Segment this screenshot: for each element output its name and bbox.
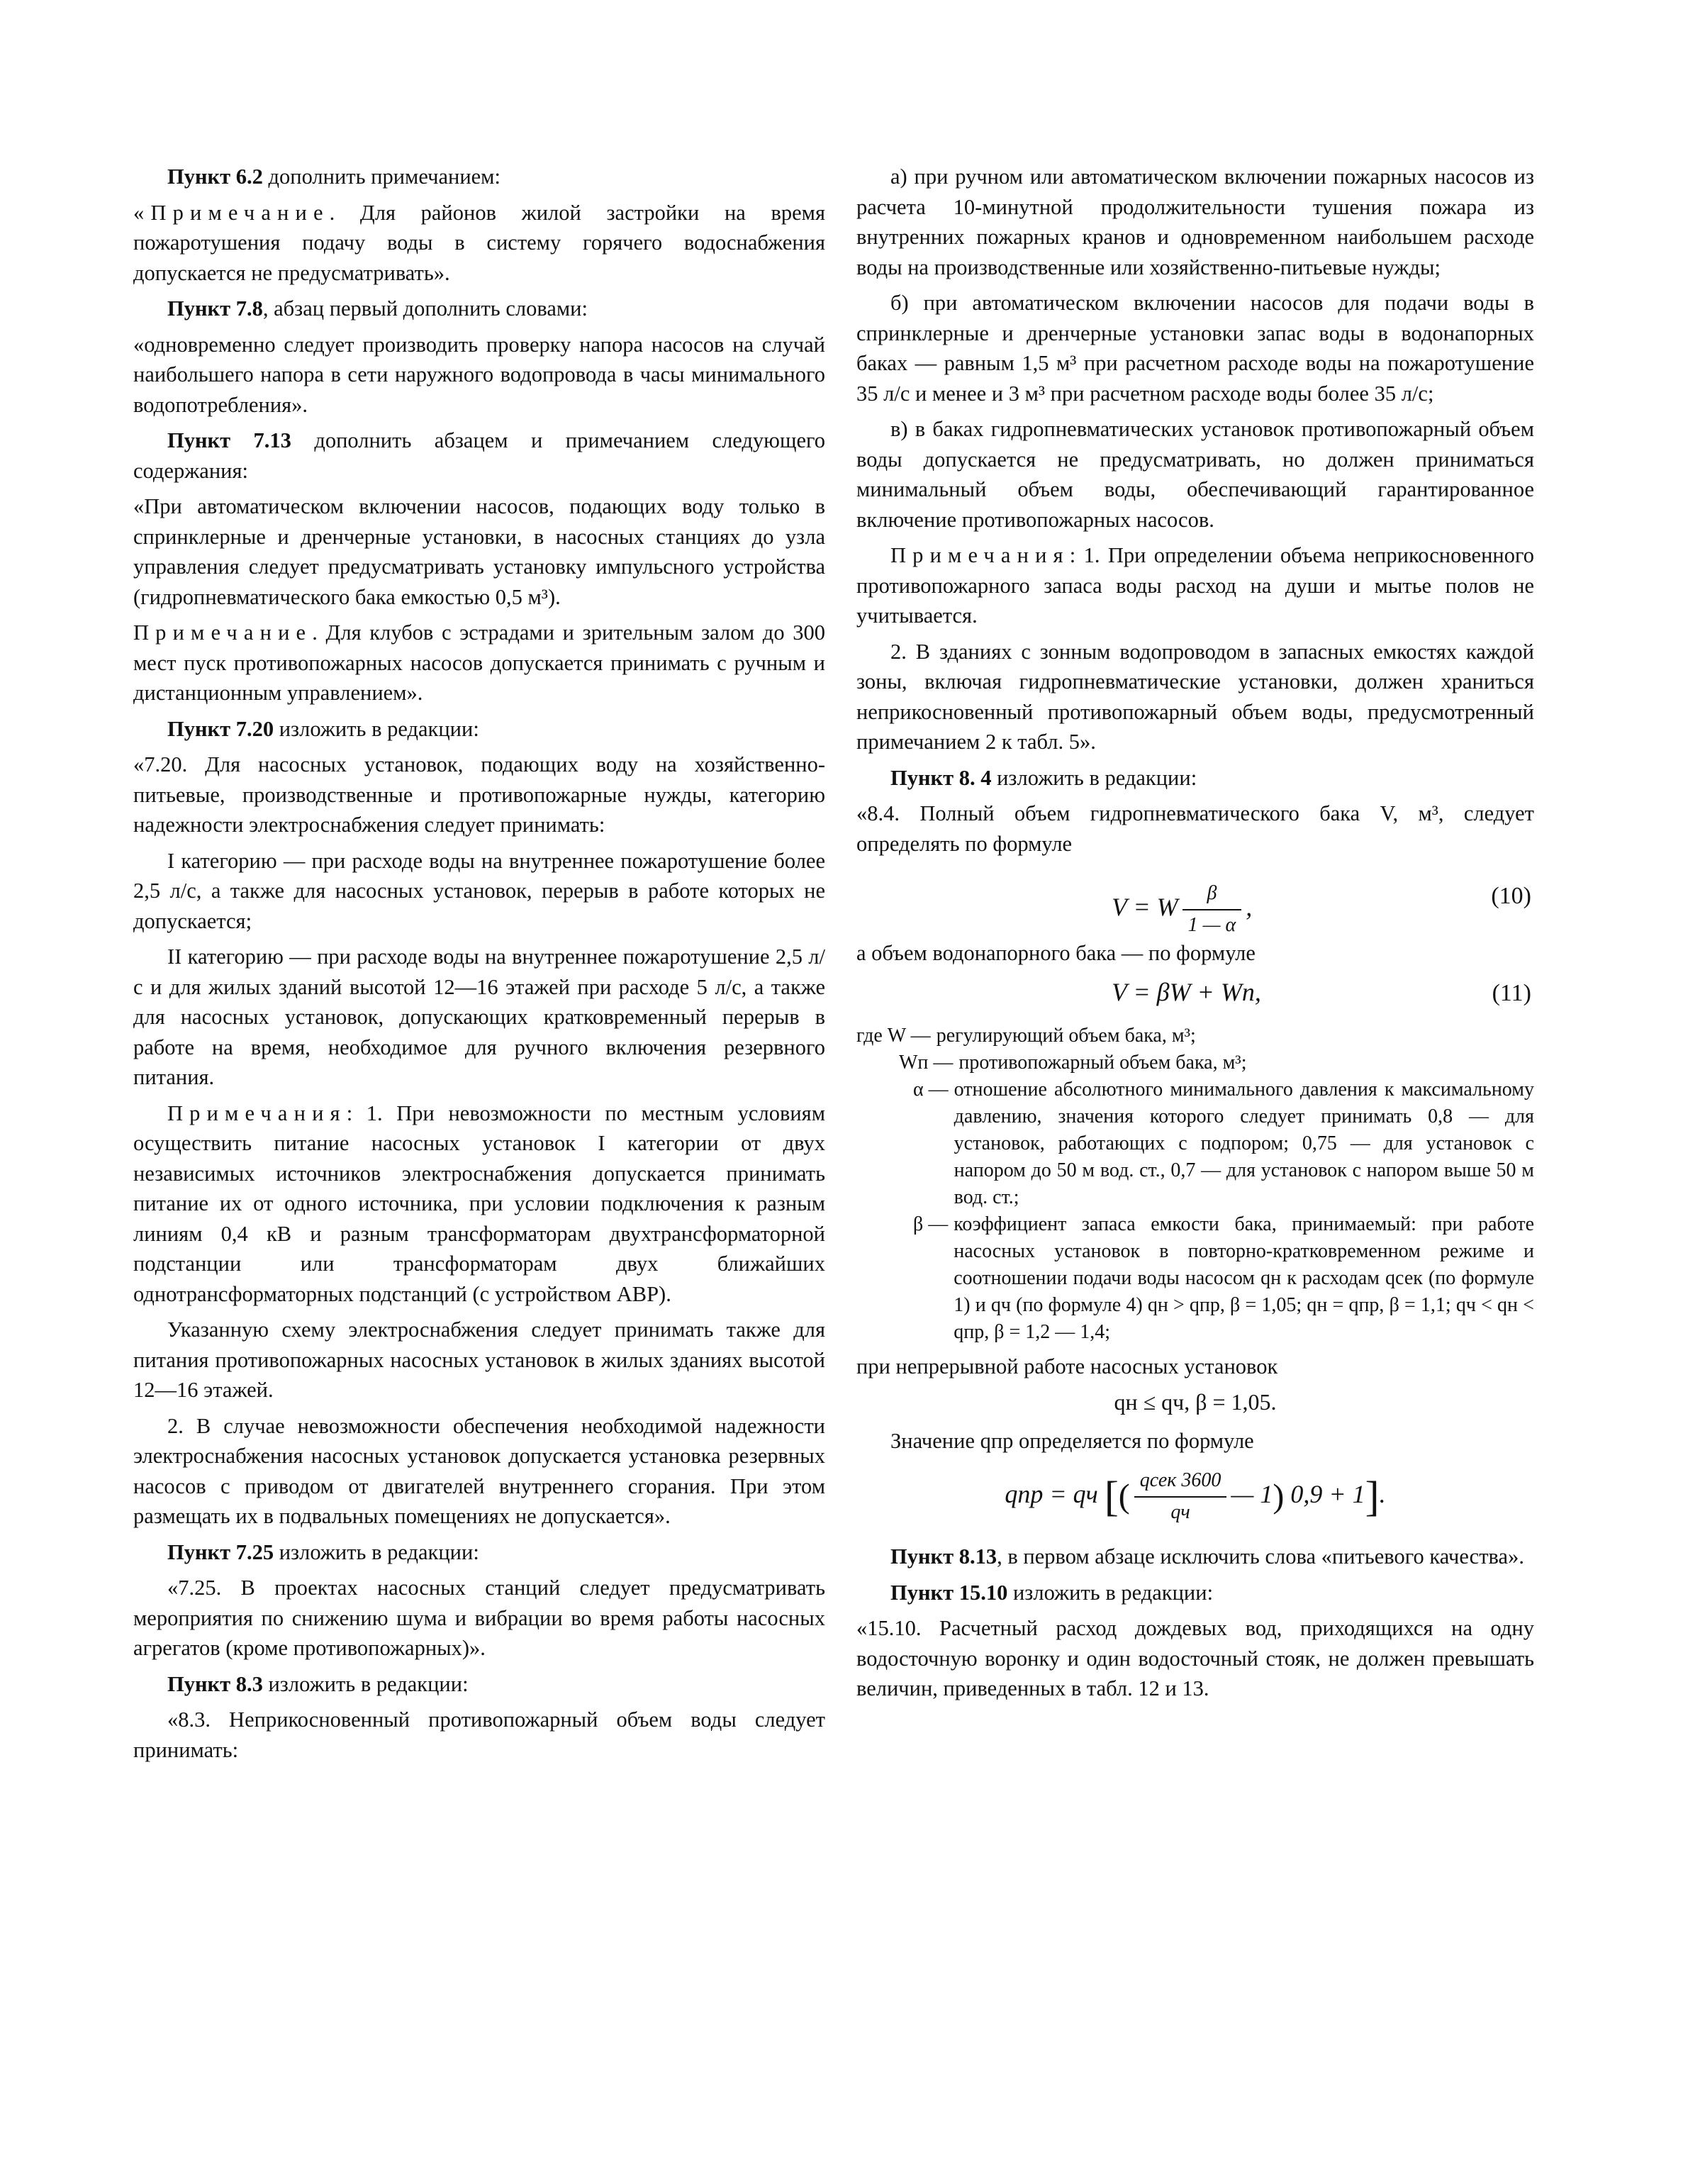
paragraph <box>856 763 1534 793</box>
paragraph-text: . Для клубов с эстрадами и зрительным залом до 300 мест пуск противопожарных насосов допускается принимать с ручным и дистанционным управлением». <box>133 620 825 705</box>
fraction <box>1182 879 1242 940</box>
fraction-numerator: β <box>1182 879 1242 910</box>
symbol: α — <box>913 1078 949 1101</box>
note-label: «Примечание <box>133 200 330 225</box>
paragraph <box>133 1669 825 1700</box>
left-column <box>133 162 825 1771</box>
formula-lhs: V = W <box>1112 892 1178 921</box>
paragraph: I категорию — при расходе воды на внутреннее пожаротушение более 2,5 л/с, а также для насосных установок, перерыв в работе которых не допускается; <box>133 848 825 933</box>
paragraph <box>133 294 825 324</box>
paragraph <box>133 198 825 289</box>
formula-11 <box>856 974 1534 1017</box>
paren: ( <box>1118 1477 1130 1515</box>
clause-heading: Пункт 8.13 <box>890 1544 997 1569</box>
paragraph-text: . Для районов жилой застройки на время пожаротушения подачу воды в систему горячего водоснабжения допускается не предусматривать». <box>133 200 825 285</box>
paragraph <box>133 425 825 486</box>
paragraph: II категорию — при расходе воды на внутреннее пожаротушение 2,5 л/с и для жилых зданий высотой 12—16 этажей при расходе 5 л/с, а также для насосных установок, допускающих кратковременный перерыв в работе на время, необходимое для ручного включения резервного питания. <box>133 945 825 1089</box>
paragraph: 2. В случае невозможности обеспечения необходимой надежности электроснабжения насосных установок допускается установка резервных насосов с приводом от двигателей внутреннего сгорания. При этом размещать их в подвальных помещениях не допускается». <box>133 1413 825 1528</box>
fraction-denominator: qч <box>1170 1500 1190 1523</box>
formula-number: (10) <box>1491 883 1531 909</box>
paragraph-text: изложить в редакции: <box>274 1539 479 1564</box>
clause-heading: Пункт 7.25 <box>167 1539 274 1564</box>
paragraph <box>133 1098 825 1310</box>
definition-row <box>856 1076 1534 1211</box>
paragraph: Значение qпр определяется по формуле <box>890 1428 1254 1453</box>
paragraph: «8.4. Полный объем гидропневматического бака V, м³, следует определять по формуле <box>856 801 1534 856</box>
formula-number: (11) <box>1492 979 1531 1006</box>
paragraph: при непрерывной работе насосных установок <box>856 1354 1278 1378</box>
definition: коэффициент запаса емкости бака, принимаемый: при работе насосных установок в повторно-кратковременном режиме и соотношении подачи воды насосом qн к расходам qсек (по формуле 1) и qч (по формуле 4) qн > qпр, β = 1,05; qн = qпр, β = 1,1; qч < qн < qпр, β = 1,2 — 1,4; <box>954 1213 1534 1343</box>
paragraph: «15.10. Расчетный расход дождевых вод, приходящихся на одну водосточную воронку и один водосточный стояк, не должен превышать величин, приведенных в табл. 12 и 13. <box>856 1616 1534 1700</box>
definition-row <box>856 1049 1534 1076</box>
paragraph: б) при автоматическом включении насосов для подачи воды в спринклерные и дренчерные установки запас воды в водонапорных баках — равным 1,5 м³ при расчетном расходе воды на пожаротушение 35 л/с и менее и 3 м³ при расчетном расходе воды более 35 л/с; <box>856 291 1534 406</box>
clause-heading: Пункт 6.2 <box>167 165 263 189</box>
definition: противопожарный объем бака, м³; <box>958 1051 1247 1074</box>
note-label: Примечание <box>133 620 313 645</box>
paragraph: «При автоматическом включении насосов, подающих воду только в спринклерные и дренчерные установки, в насосных станциях до узла управления следует предусматривать установку импульсного устройства (гидропневматического бака емкостью 0,5 м³). <box>133 494 825 609</box>
note-label: Примечания <box>890 543 1070 567</box>
clause-heading: Пункт 15.10 <box>890 1580 1008 1605</box>
clause-heading: Пункт 8.3 <box>167 1671 263 1696</box>
paragraph-text: , абзац первый дополнить словами: <box>262 296 588 321</box>
clause-heading: Пункт 7.8 <box>167 296 263 321</box>
paragraph: «7.20. Для насосных установок, подающих воду на хозяйственно-питьевые, производственные и противопожарные нужды, категорию надежности электроснабжения следует принимать: <box>133 752 825 837</box>
paragraph-text: изложить в редакции: <box>274 716 479 741</box>
formula-lhs: qпр = qч <box>1005 1479 1098 1508</box>
paragraph-text: , в первом абзаце исключить слова «питьевого качества». <box>997 1544 1524 1569</box>
symbol: где W — <box>856 1024 931 1047</box>
paragraph <box>133 714 825 745</box>
paragraph: «одновременно следует производить проверку напора насосов на случай наибольшего напора в сети наружного водопровода в часы минимального водопотребления». <box>133 332 825 417</box>
clause-heading: Пункт 7.20 <box>167 716 274 741</box>
paragraph: 2. В зданиях с зонным водопроводом в запасных емкостях каждой зоны, включая гидропневматические установки, должен храниться неприкосновенный противопожарный объем воды, предусмотренный примечанием 2 к табл. 5». <box>856 639 1534 754</box>
definition: отношение абсолютного минимального давления к максимальному давлению, значения которого следует принимать 0,8 — для установок, работающих с подпором; 0,75 — для установок с напором до 50 м вод. ст., 0,7 — для установок с напором выше 50 м вод. ст.; <box>954 1078 1534 1208</box>
definition: регулирующий объем бака, м³; <box>936 1024 1196 1047</box>
definition-row <box>856 1211 1534 1346</box>
paragraph <box>856 540 1534 631</box>
paragraph-text: дополнить абзацем и примечанием следующего содержания: <box>133 428 825 483</box>
formula-10 <box>856 864 1534 936</box>
bracket: ] <box>1365 1473 1380 1520</box>
symbol: β — <box>913 1213 949 1235</box>
paragraph <box>856 1578 1534 1608</box>
symbol-definitions <box>856 1023 1534 1346</box>
formula-end: , <box>1246 892 1253 921</box>
fraction <box>1134 1466 1227 1527</box>
fraction-denominator: 1 — α <box>1187 913 1236 936</box>
paragraph: «8.3. Неприкосновенный противопожарный объем воды следует принимать: <box>133 1707 825 1762</box>
symbol: Wп — <box>899 1051 954 1074</box>
paragraph-text: : 1. При невозможности по местным условиям осуществить питание насосных установок I категории от двух независимых источников электроснабжения допускается принимать питание их от одного источника, при условии подключения к разным линиям 0,4 кВ и разным трансформаторам двухтрансформаторной подстанции или трансформаторам двух ближайших однотрансформаторных подстанций (с устройством АВР). <box>133 1101 825 1306</box>
paragraph <box>133 1537 825 1568</box>
formula-qpr: qпр = qч [( $\frac{\text{qсек 3600}}{qч}$ — 1) 0,9 + 1]. <box>856 1466 1534 1527</box>
paragraph: а) при ручном или автоматическом включении пожарных насосов из расчета 10-минутной продолжительности тушения пожара из внутренних пожарных кранов и одновременном наибольшем расходе воды на производственные или хозяйственно-питьевые нужды; <box>856 165 1534 279</box>
condition-line: qн ≤ qч, β = 1,05. <box>1114 1389 1277 1415</box>
paragraph-text: изложить в редакции: <box>262 1671 469 1696</box>
paragraph: а объем водонапорного бака — по формуле <box>856 941 1256 965</box>
clause-heading: Пункт 7.13 <box>167 428 291 452</box>
formula-term: — 1 <box>1231 1479 1273 1508</box>
right-column <box>856 162 1534 1710</box>
note-label: Примечания <box>167 1101 347 1125</box>
paragraph <box>133 618 825 708</box>
paragraph-text: изложить в редакции: <box>1007 1580 1214 1605</box>
paragraph: Указанную схему электроснабжения следует принимать также для питания противопожарных насосных установок в жилых зданиях высотой 12—16 этажей. <box>133 1317 825 1402</box>
paren: ) <box>1273 1477 1285 1515</box>
formula-term: 0,9 + 1 <box>1290 1479 1365 1508</box>
paragraph-text: изложить в редакции: <box>991 765 1197 790</box>
paragraph-text: дополнить примечанием: <box>262 165 501 189</box>
paragraph: в) в баках гидропневматических установок противопожарный объем воды допускается не предусматривать, но должен приниматься минимальный объем воды, обеспечивающий гарантированное включение противопожарных насосов. <box>856 417 1534 532</box>
paragraph <box>856 1542 1534 1572</box>
formula-expression <box>1112 879 1252 940</box>
paragraph <box>133 162 825 192</box>
definition-row <box>856 1023 1534 1049</box>
paragraph-text: : 1. При определении объема неприкосновенного противопожарного запаса воды расход на души и мытье полов не учитывается. <box>856 543 1534 628</box>
formula-expression: V = βW + Wп, <box>1112 977 1261 1006</box>
paragraph: «7.25. В проектах насосных станций следует предусматривать мероприятия по снижению шума и вибрации во время работы насосных агрегатов (кроме противопожарных)». <box>133 1576 825 1660</box>
fraction-numerator: qсек 3600 <box>1134 1466 1227 1498</box>
clause-heading: Пункт 8. 4 <box>890 765 992 790</box>
bracket: [ <box>1104 1473 1119 1520</box>
